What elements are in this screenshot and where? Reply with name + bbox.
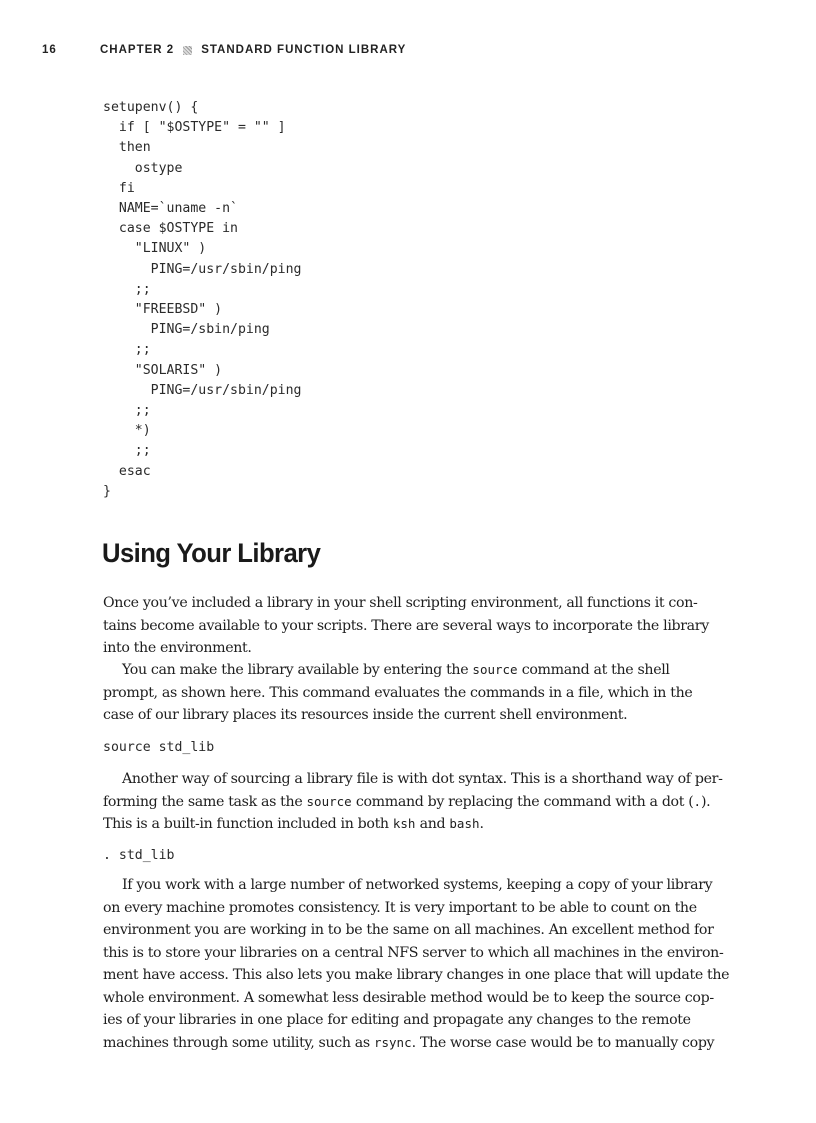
text-run: command at the shell (517, 662, 670, 678)
text-run: and (415, 816, 450, 832)
header-separator (183, 46, 192, 55)
text-line: If you work with a large number of networked systems, keeping a copy of your library (122, 877, 713, 893)
code-line: setupenv() { (103, 100, 199, 115)
text-line (103, 1032, 715, 1055)
code-line: if [ "$OSTYPE" = "" ] (103, 120, 286, 136)
inline-code: bash (449, 816, 480, 831)
inline-code: . (693, 793, 701, 809)
text-line: ment have access. This also lets you make library changes in one place that will update the (103, 967, 730, 983)
text-run: You can make the library available by entering the (122, 662, 473, 678)
paragraph-dot-syntax (103, 768, 723, 836)
text-run: ). (700, 793, 711, 810)
text-run: command by replacing the command with a dot ( (351, 793, 694, 810)
text-run: forming the same task as the (103, 793, 307, 810)
code-line: ostype (103, 160, 183, 176)
code-line: ;; (103, 281, 151, 297)
code-line: "FREEBSD" ) (103, 302, 223, 318)
text-line: whole environment. A somewhat less desirable method would be to keep the source cop- (103, 989, 714, 1006)
text-line: this is to store your libraries on a central NFS server to which all machines in the environ- (103, 944, 724, 961)
code-line: PING=/usr/sbin/ping (103, 261, 302, 277)
code-line: ;; (103, 443, 151, 459)
code-line: NAME=`uname -n` (103, 201, 238, 217)
inline-code: source (472, 662, 518, 677)
text-line: Once you’ve included a library in your shell scripting environment, all functions it con- (103, 595, 698, 611)
chapter-label: CHAPTER 2 (100, 44, 175, 56)
text-line (103, 659, 715, 682)
inline-code: ksh (392, 816, 416, 831)
code-line: "LINUX" ) (103, 241, 207, 257)
paragraph-source-command (103, 659, 715, 727)
text-line: case of our library places its resources inside the current shell environment. (103, 707, 628, 723)
text-line: environment you are working in to be the same on all machines. An excellent method for (103, 922, 714, 938)
text-line: prompt, as shown here. This command evaluates the commands in a file, which in the (103, 684, 693, 701)
code-line: esac (103, 463, 151, 479)
code-line: "SOLARIS" ) (103, 362, 223, 378)
paragraph-intro (103, 592, 715, 660)
paragraph-networked-systems (103, 874, 730, 1054)
code-dot-std-lib: . std_lib (103, 848, 175, 863)
text-line: on every machine promotes consistency. It is very important to be able to count on the (103, 899, 697, 916)
text-run: . The worse case would be to manually copy (411, 1034, 715, 1051)
code-line: then (103, 140, 151, 156)
code-line: PING=/usr/sbin/ping (103, 382, 302, 398)
section-heading: Using Your Library (102, 538, 321, 568)
text-line: Another way of sourcing a library file is with dot syntax. This is a shorthand way of per- (122, 771, 723, 787)
code-block-setupenv (103, 98, 302, 502)
code-line: ;; (103, 403, 151, 419)
text-line (103, 791, 715, 814)
running-header (42, 41, 406, 59)
code-line: PING=/sbin/ping (103, 322, 270, 338)
code-line: fi (103, 180, 135, 196)
code-line: *) (103, 423, 151, 439)
code-source-std-lib: source std_lib (103, 740, 215, 755)
text-line: into the environment. (103, 640, 252, 656)
text-run: . (479, 816, 484, 832)
text-line: tains become available to your scripts. There are several ways to incorporate the library (103, 617, 709, 634)
text-run: machines through some utility, such as (103, 1034, 374, 1051)
text-run: This is a built-in function included in both (103, 816, 393, 832)
text-line (103, 813, 715, 836)
text-line: ies of your libraries in one place for editing and propagate any changes to the remote (103, 1012, 691, 1028)
page-number: 16 (42, 44, 57, 56)
inline-code: rsync (373, 1034, 412, 1050)
code-line: case $OSTYPE in (103, 221, 238, 237)
inline-code: source (306, 793, 352, 809)
chapter-title: STANDARD FUNCTION LIBRARY (201, 44, 407, 56)
code-line: } (103, 483, 111, 499)
code-line: ;; (103, 342, 151, 358)
